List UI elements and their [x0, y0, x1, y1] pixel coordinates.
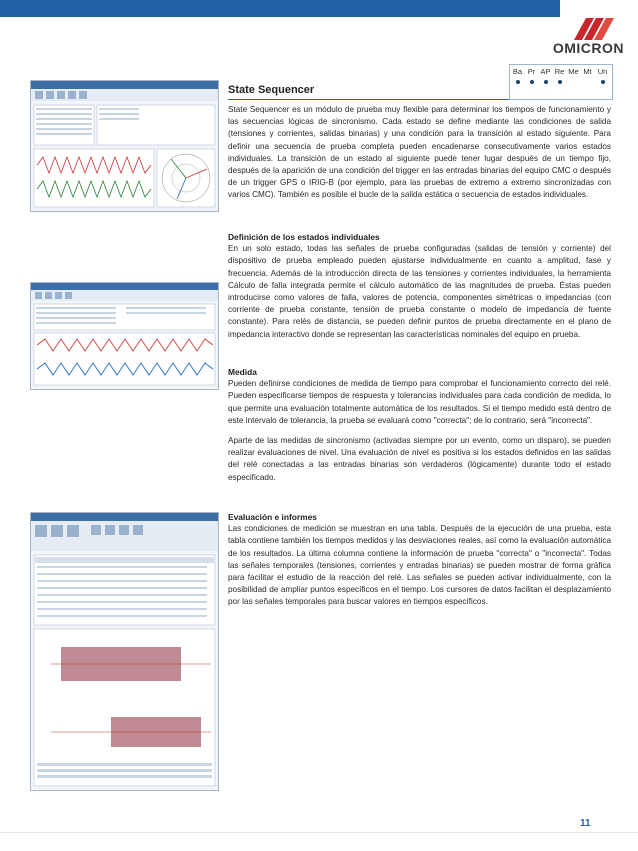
measure-text-2: Aparte de las medidas de sincronismo (activadas siempre por un evento, como un disparo), se pueden realizar evaluaciones de nivel. Una evaluación de nivel es positiva si los estados definidos en las salidas del relé conectadas a las entradas binarias son verdaderos (lógicamente) durante todo el estado especificado.: [228, 436, 611, 482]
measure-text-1: Pueden definirse condiciones de medida de tiempo para comprobar el funcionamiento correcto del relé. Pueden especificarse tiempos de respuesta y tolerancias individuales para cada condición de medida, lo que permite una evaluación totalmente automática de los resultados. Si el tiempo medido está dentro de este intervalo de tolerancia, la prueba se evaluará como "correcta"; de lo contrario, será "incorrecta".: [228, 379, 611, 425]
legend-col-mt: Mt: [583, 67, 592, 76]
page-number: 11: [580, 818, 591, 829]
report-section: [228, 511, 611, 617]
legend-col-pr: Pr: [525, 67, 538, 84]
screenshot-evaluation-report: [30, 512, 219, 791]
intro-text: State Sequencer es un módulo de prueba muy flexible para determinar los tiempos de funcionamiento y las secuencias lógicas de sincronismo. Cada estado se define mediante las condiciones de salida (tensiones y corrientes, salidas binarias) y una condición para la transición al estado siguiente. Para definir una secuencia de prueba completa pueden encadenarse consecutivamente varios estados individuales. La transición de un estado al siguiente puede tener lugar después de un tiempo fijo, después de la aparición de una condición del trigger en las entradas binarias del equipo CMC o después de un trigger GPS o IRIG-B (por ejemplo, para las pruebas de extremo a extremo sincronizadas con varios CMC). También es posible el bucle de la salida estática o secuencia de estados individuales.: [228, 105, 611, 200]
report-heading: Evaluación e informes: [228, 512, 317, 522]
omicron-logo-icon: [572, 16, 616, 40]
availability-legend: [509, 64, 613, 100]
legend-col-ap: AP: [539, 67, 552, 84]
legend-col-re: Re: [553, 67, 566, 84]
bottom-rule: [0, 832, 638, 833]
states-section: [228, 231, 611, 349]
legend-col-me: Me: [568, 67, 579, 76]
states-heading: Definición de los estados individuales: [228, 232, 380, 242]
measure-section: [228, 366, 611, 492]
screenshot-state-definition: [30, 282, 219, 390]
measure-heading: Medida: [228, 367, 257, 377]
intro-paragraph: [228, 104, 611, 210]
screenshot-state-sequencer-overview: [30, 80, 219, 212]
states-text: En un solo estado, todas las señales de prueba configuradas (salidas de tensión y corriente) del dispositivo de prueba empleado pueden ajustarse individualmente en cuanto a amplitud, fase y frecuencia. Además de la introducción directa de las tensiones y corrientes individuales, la herramienta Cálculo de falla integrada permite el cálculo automático de las magnitudes de prueba. Éstas pueden introducirse como valores de falla, valores de potencia, componentes simétricas o impedancias (con corriente de prueba constante, tensión de prueba constante o modelo de impedancia de fuente constante). Para relés de distancia, se pueden definir puntos de prueba directamente en el plano de impedancia interactivo donde se representan las características nominales del equipo en prueba.: [228, 244, 611, 339]
legend-col-un: Un: [596, 67, 609, 84]
report-text: Las condiciones de medición se muestran en una tabla. Después de la ejecución de una prueba, esta tabla contiene también los tiempos medidos y las desviaciones reales, así como la evaluación automática de los resultados. La última columna contiene la información de prueba "correcta" o "incorrecta". Todas las señales temporales (tensiones, corrientes y entradas binarias) se pueden mostrar de forma gráfica para facilitar el estudio de la reacción del relé. Las señales se pueden activar individualmente, con la posibilidad de ampliar puntos específicos en el tiempo. Los cursores de datos facilitan el desplazamiento por las señales temporales para buscar valores en tiempos específicos.: [228, 524, 611, 607]
legend-col-ba: Ba: [511, 67, 524, 84]
top-bar: [0, 0, 560, 17]
brand-name: OMICRON: [552, 40, 624, 56]
section-title: State Sequencer: [228, 84, 315, 96]
